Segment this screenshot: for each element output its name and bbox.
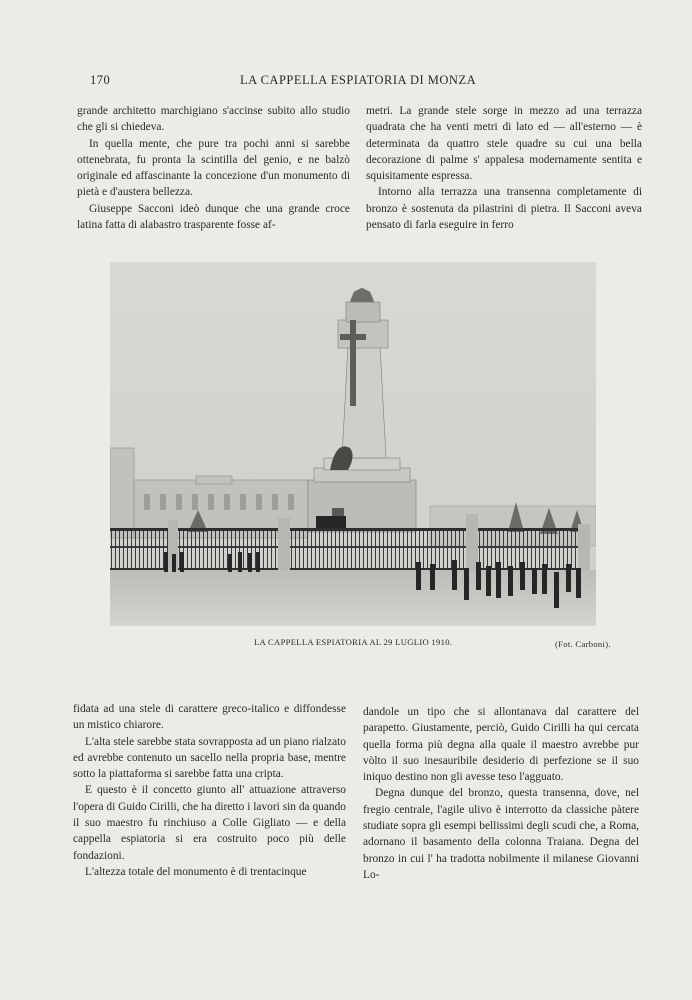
paragraph: grande architetto marchigiano s'accinse subito allo studio che gli si chiedeva.: [77, 105, 350, 134]
running-header: [0, 73, 692, 91]
text-column-top-right: [366, 103, 642, 233]
text-column-bottom-left: [73, 701, 346, 880]
paragraph: dandole un tipo che si allontanava dal carattere del parapetto. Giustamente, perciò, Guido Cirilli ha qui cercata quella forma più degna alla quale il maestro avrebbe pur vòlto il suo inesauribile desiderio di perfezione se il suo iniquo destino non gli avesse teso l'agguato.: [363, 706, 639, 784]
monument-photograph: [110, 262, 596, 626]
paragraph: L'altezza totale del monumento è di trentacinque: [85, 865, 307, 878]
paragraph: metri. La grande stele sorge in mezzo ad una terrazza quadrata che ha venti metri di lato ed — all'esterno — è determinata da quattro stele quadre su cui una bella decorazione di palme s' appalesa modernamente sentita e squisitamente espressa.: [366, 105, 642, 183]
paragraph: In quella mente, che pure tra pochi anni si sarebbe ottenebrata, fu pronta la scintilla del genio, e ne balzò originale ed affascinante la concezione d'un monumento di pietà e d'austera bellezza.: [77, 137, 350, 199]
page-number: 170: [90, 73, 111, 87]
text-column-top-left: [77, 103, 350, 233]
running-title: LA CAPPELLA ESPIATORIA DI MONZA: [240, 73, 477, 87]
text-column-bottom-right: [363, 704, 639, 883]
paragraph: fidata ad una stele di carattere greco-italico e diffondesse un mistico chiarore.: [73, 703, 346, 732]
paragraph: Giuseppe Sacconi ideò dunque che una grande croce latina fatta di alabastro trasparente fosse af-: [77, 202, 350, 232]
caption-text: LA CAPPELLA ESPIATORIA AL 29 LUGLIO 1910.: [254, 637, 453, 647]
photo-credit: (Fot. Carboni).: [555, 639, 611, 649]
paragraph: Intorno alla terrazza una transenna completamente di bronzo è sostenuta da pilastrini di pietra. Il Sacconi aveva pensato di farla eseguire in ferro: [366, 186, 642, 232]
paragraph: L'alta stele sarebbe stata sovrapposta ad un piano rialzato ed avrebbe contenuto un sacello nella propria base, mentre sotto la piattaforma si sarebbe fatta una cripta.: [73, 735, 346, 781]
paragraph: Degna dunque del bronzo, questa transenna, dove, nel fregio centrale, l'agile ulivo è interrotto da classiche pàtere studiate sopra gli esempi bellissimi degli scudi che, a Roma, adornano il basamento della colonna Traiana. Degna del bronzo in cui l' ha tradotta nobilmente il milanese Giovanni Lo-: [363, 787, 639, 881]
figure-caption: [0, 637, 692, 651]
paragraph: E questo è il concetto giunto all' attuazione attraverso l'opera di Guido Cirilli, che ha diretto i lavori sin da quando il suo maestro fu rinchiuso a Colle Gigliato — e della cappella espiatoria si era costruito poco più delle fondazioni.: [73, 784, 346, 862]
